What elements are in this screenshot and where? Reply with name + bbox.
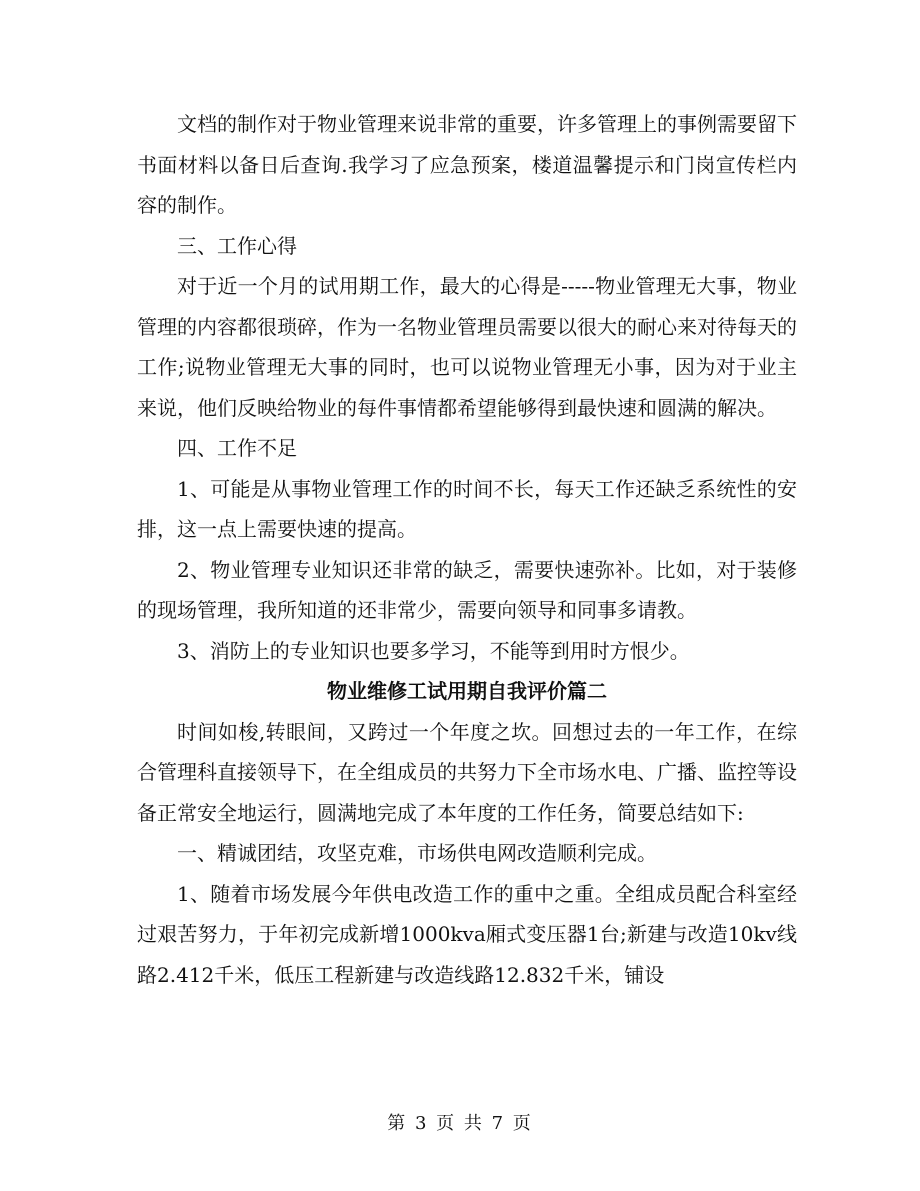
paragraph-year-review: 时间如梭,转眼间，又跨过一个年度之坎。回想过去的一年工作，在综合管理科直接领导下，在全组成员的共努力下全市场水电、广播、监控等设备正常安全地运行，圆满地完成了本年度的工作任务，简要总结如下: (137, 719, 797, 825)
paragraph-document-making: 文档的制作对于物业管理来说非常的重要，许多管理上的事例需要留下书面材料以备日后查询.我学习了应急预案，楼道温馨提示和门岗宣传栏内容的制作。 (137, 112, 797, 217)
document-body (137, 104, 797, 995)
heading-work-experience: 三、工作心得 (177, 233, 297, 258)
paragraph-power-grid-1: 1、随着市场发展今年供电改造工作的重中之重。全组成员配合科室经过艰苦努力，于年初完成新增1000kva厢式变压器1台;新建与改造10kv线路2.412千米，低压工程新建与改造线路12.832千米，铺设 (137, 881, 797, 987)
page-number-footer: 第 3 页 共 7 页 (387, 1113, 533, 1134)
heading-power-grid: 一、精诚团结，攻坚克难，市场供电网改造顺利完成。 (177, 841, 657, 865)
paragraph-shortcoming-3: 3、消防上的专业知识也要多学习，不能等到用时方恨少。 (177, 638, 690, 663)
paragraph-shortcoming-1: 1、可能是从事物业管理工作的时间不长，每天工作还缺乏系统性的安排，这一点上需要快速的提高。 (137, 476, 797, 541)
paragraph-shortcoming-2: 2、物业管理专业知识还非常的缺乏，需要快速弥补。比如，对于装修的现场管理，我所知道的还非常少，需要向领导和同事多请教。 (137, 557, 797, 622)
section-title: 物业维修工试用期自我评价篇二 (327, 679, 607, 703)
paragraph-work-experience: 对于近一个月的试用期工作，最大的心得是-----物业管理无大事，物业管理的内容都很琐碎，作为一名物业管理员需要以很大的耐心来对待每天的工作;说物业管理无大事的同时，也可以说物业管理无小事，因为对于业主来说，他们反映给物业的每件事情都希望能够得到最快速和圆满的解决。 (137, 274, 797, 420)
heading-work-shortcomings: 四、工作不足 (177, 436, 297, 460)
